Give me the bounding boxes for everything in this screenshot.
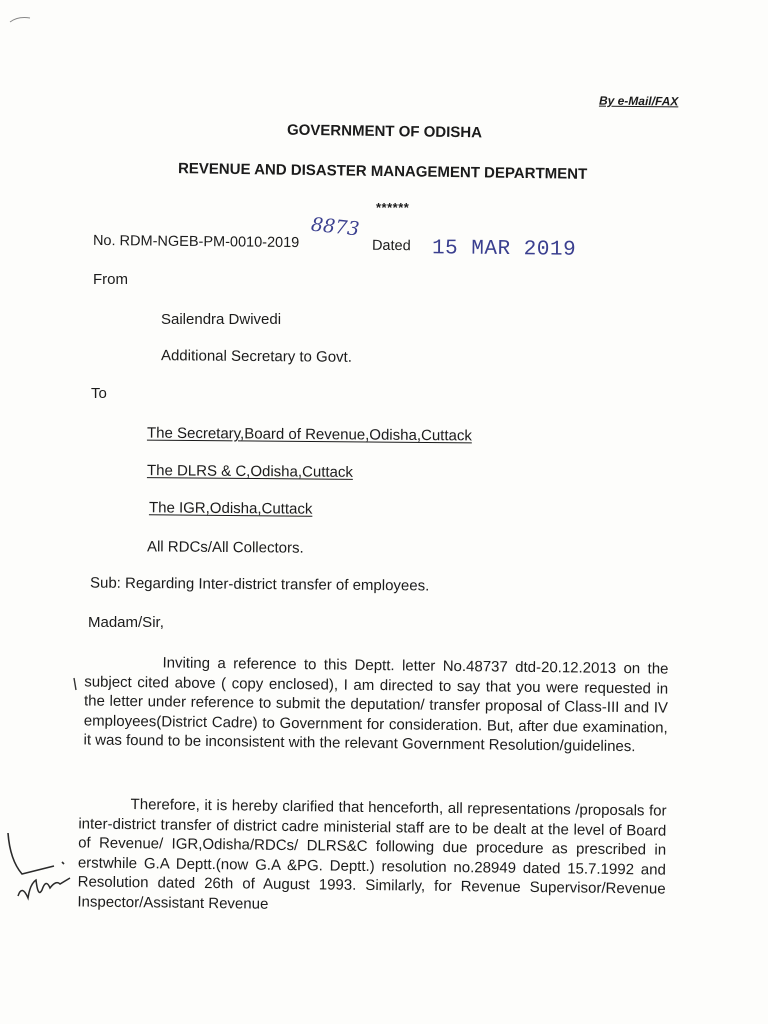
recipient-dlrs: The DLRS & C,Odisha,Cuttack xyxy=(146,462,353,481)
government-heading: GOVERNMENT OF ODISHA xyxy=(286,121,483,142)
from-label: From xyxy=(93,271,128,288)
sender-designation: Additional Secretary to Govt. xyxy=(160,347,353,366)
paragraph-2-text: Therefore, it is hereby clarified that henceforth, all representations /proposals for inter-district transfer of district cadre ministerial staff are to be dealt at the level of Board of Revenue/ IGR,Odisha/RDCs/ DLRS&C following due procedure as prescribed in erstwhile G.A Deptt.(now G.A &PG. Deptt.) resolution no.28949 dated 15.7.1992 and Resolution dated 26th of August 1993. Similarly, for Revenue Supervisor/Revenue Inspector/Assistant Revenue xyxy=(77,796,667,913)
salutation: Madam/Sir, xyxy=(88,614,164,631)
corner-pen-tick xyxy=(10,18,30,23)
recipient-board-of-revenue: The Secretary,Board of Revenue,Odisha,Cuttack xyxy=(146,424,472,445)
margin-tick-mark xyxy=(74,678,76,690)
department-heading: REVENUE AND DISASTER MANAGEMENT DEPARTMENT xyxy=(177,160,588,183)
margin-dot-mark xyxy=(62,862,64,864)
letter-reference-number: No. RDM-NGEB-PM-0010-2019 xyxy=(92,232,300,252)
dated-label: Dated xyxy=(371,237,411,255)
date-stamp: 15 MAR 2019 xyxy=(431,237,577,262)
margin-bracket-mark xyxy=(8,833,54,874)
recipient-igr: The IGR,Odisha,Cuttack xyxy=(148,499,313,518)
handwritten-stamp-number: 8873 xyxy=(309,213,361,241)
recipient-rdcs-collectors: All RDCs/All Collectors. xyxy=(146,538,304,557)
to-label: To xyxy=(91,385,107,402)
margin-initials-scribble xyxy=(18,878,70,898)
heading-separator: ****** xyxy=(376,200,410,215)
paragraph-1-text: Inviting a reference to this Deptt. letter No.48737 dtd-20.12.2013 on the subject cited above ( copy enclosed), I am directed to say that you were requested in the letter under reference to submit the deputation/ transfer proposal of Class-III and IV employees(District Cadre) to Government for consideration. But, after due examination, it was found to be inconsistent with the relevant Government Resolution/guidelines. xyxy=(83,654,669,756)
sender-name: Sailendra Dwivedi xyxy=(161,311,282,328)
delivery-mode-note: By e-Mail/FAX xyxy=(598,93,679,109)
subject-line: Sub: Regarding Inter-district transfer of employees. xyxy=(89,574,430,595)
